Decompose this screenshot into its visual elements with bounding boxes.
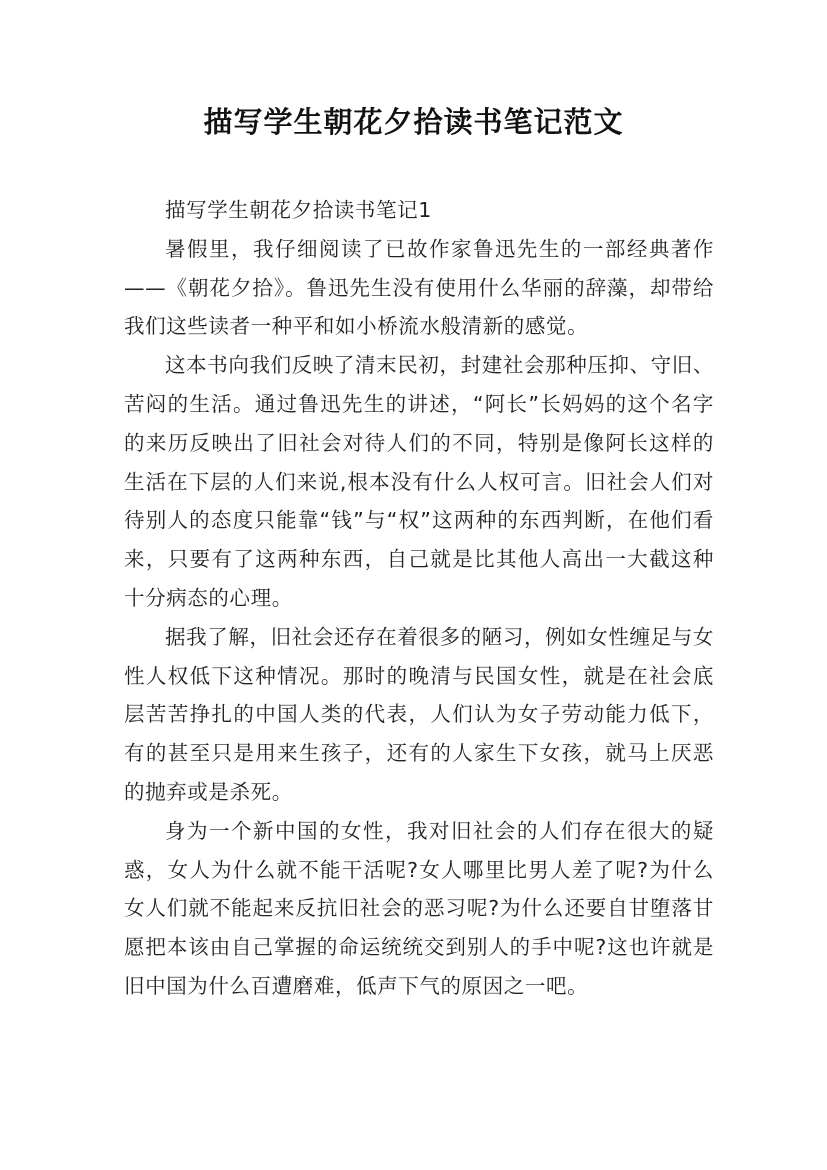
paragraph-1: 暑假里，我仔细阅读了已故作家鲁迅先生的一部经典著作——《朝花夕拾》。鲁迅先生没有使用什么华丽的辞藻，却带给我们这些读者一种平和如小桥流水般清新的感觉。 bbox=[124, 236, 714, 339]
document-title: 描写学生朝花夕拾读书笔记范文 bbox=[203, 105, 624, 139]
document-body bbox=[124, 191, 714, 1006]
paragraph-2: 这本书向我们反映了清末民初，封建社会那种压抑、守旧、苦闷的生活。通过鲁迅先生的讲述，“阿长”长妈妈的这个名字的来历反映出了旧社会对待人们的不同，特别是像阿长这样的生活在下层的人们来说,根本没有什么人权可言。旧社会人们对待别人的态度只能靠“钱”与“权”这两种的东西判断，在他们看来，只要有了这两种东西，自己就是比其他人高出一大截这种十分病态的心理。 bbox=[124, 353, 714, 610]
paragraph-4: 身为一个新中国的女性，我对旧社会的人们存在很大的疑惑，女人为什么就不能干活呢?女人哪里比男人差了呢?为什么女人们就不能起来反抗旧社会的恶习呢?为什么还要自甘堕落甘愿把本该由自己掌握的命运统统交到别人的手中呢?这也许就是旧中国为什么百遭磨难，低声下气的原因之一吧。 bbox=[124, 818, 714, 998]
paragraph-3: 据我了解，旧社会还存在着很多的陋习，例如女性缠足与女性人权低下这种情况。那时的晚清与民国女性，就是在社会底层苦苦挣扎的中国人类的代表，人们认为女子劳动能力低下，有的甚至只是用来生孩子，还有的人家生下女孩，就马上厌恶的抛弃或是杀死。 bbox=[124, 624, 714, 804]
section-heading: 描写学生朝花夕拾读书笔记1 bbox=[165, 198, 432, 222]
